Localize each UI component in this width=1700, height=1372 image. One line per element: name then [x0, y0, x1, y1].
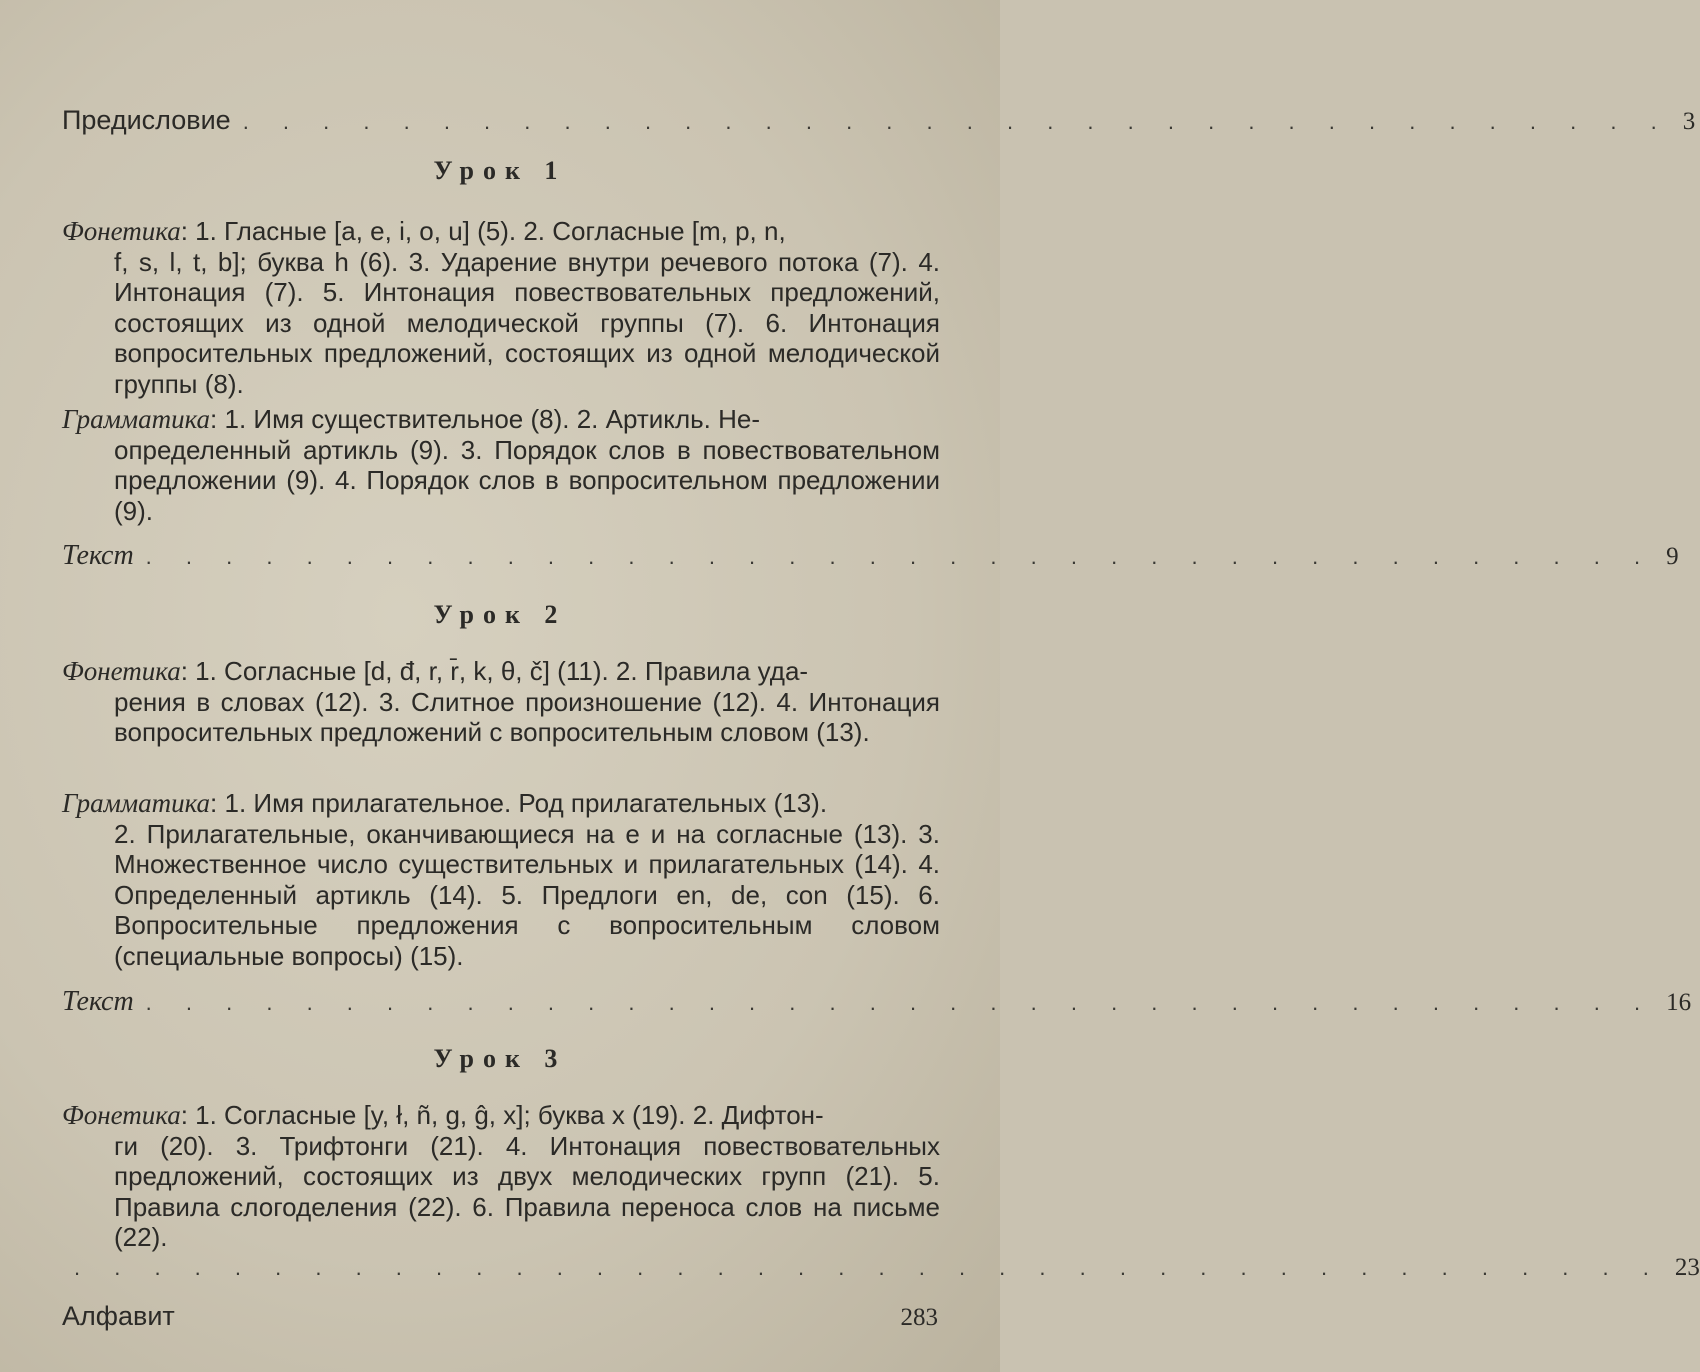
lesson-2-grammar: [62, 788, 940, 971]
preface-page: 3: [1682, 108, 1696, 135]
text-label: Текст: [62, 986, 134, 1017]
leader-dots: . . . . . . . . . . . . . . . . . . . . . . . . . . . . . . . . . . . . . .: [145, 544, 1655, 569]
lesson-1-heading: Урок 1: [433, 156, 567, 185]
text-page: 23: [1674, 1254, 1700, 1281]
toc-preface[interactable]: [62, 104, 1696, 138]
text-label: Текст: [62, 540, 134, 571]
category-label: Грамматика: [62, 788, 211, 818]
alphabet-page: 283: [900, 1304, 938, 1331]
first-line: : 1. Имя существительное (8). 2. Артикль. Не-: [210, 404, 761, 434]
lesson-3-phonetics: [62, 1100, 940, 1253]
entry-rest: 2. Прилагательные, оканчивающиеся на e и на согласные (13). 3. Множественное число существительных и прилагательных (14). 4. Определенный артикль (14). 5. Предлоги en, de, con (15). 6. Вопросительные предложения с вопросительным словом (специальные вопросы) (15).: [114, 818, 940, 971]
toc-lesson-1-text[interactable]: [62, 540, 1679, 573]
alphabet-label: Алфавит: [62, 1301, 175, 1331]
entry-rest: ги (20). 3. Трифтонги (21). 4. Интонация повествовательных предложений, состоящих из двух мелодических групп (21). 5. Правила слогоделения (22). 6. Правила переноса слов на письме (22).: [114, 1130, 940, 1252]
category-label: Грамматика: [62, 404, 211, 434]
toc-alphabet[interactable]: [62, 1300, 938, 1334]
category-label: Фонетика: [62, 656, 181, 686]
toc-lesson-2-text[interactable]: [62, 986, 1692, 1019]
entry-rest: f, s, l, t, b]; буква h (6). 3. Ударение внутри речевого потока (7). 4. Интонация (7). 5. Интонация повествовательных предложений, состоящих из одной мелодической группы (7). 6. Интонация вопросительных предложений, состоящих из одной мелодической группы (8).: [114, 246, 940, 399]
lesson-1-phonetics: [62, 216, 940, 399]
leader-dots: . . . . . . . . . . . . . . . . . . . . . . . . . . . . . . . . . . . . . . . .: [74, 1255, 1663, 1280]
text-page: 9: [1666, 543, 1679, 570]
first-line: : 1. Согласные [d, đ, r, r̄, k, θ, č] (11). 2. Правила уда-: [180, 656, 809, 686]
text-page: 16: [1666, 989, 1692, 1016]
leader-dots: . . . . . . . . . . . . . . . . . . . . . . . . . . . . . . . . . . . .: [242, 109, 1671, 134]
lesson-3-heading: Урок 3: [433, 1044, 567, 1073]
category-label: Фонетика: [62, 216, 181, 246]
leader-dots: [187, 1302, 889, 1334]
category-label: Фонетика: [62, 1100, 181, 1130]
first-line: : 1. Согласные [y, ł, ñ, g, ĝ, x]; буква x (19). 2. Дифтон-: [180, 1100, 824, 1130]
lesson-1-grammar: [62, 404, 940, 526]
preface-label: Предисловие: [62, 105, 231, 135]
first-line: : 1. Гласные [a, e, i, o, u] (5). 2. Согласные [m, p, n,: [180, 216, 786, 246]
entry-rest: рения в словах (12). 3. Слитное произношение (12). 4. Интонация вопросительных предложений с вопросительным словом (13).: [114, 686, 940, 747]
toc-lesson-3-text[interactable]: [62, 1252, 1700, 1284]
lesson-2-phonetics: [62, 656, 940, 748]
lesson-2-heading: Урок 2: [433, 600, 567, 629]
first-line: : 1. Имя прилагательное. Род прилагательных (13).: [210, 788, 828, 818]
entry-rest: определенный артикль (9). 3. Порядок слов в повествовательном предложении (9). 4. Порядок слов в вопросительном предложении (9).: [114, 434, 940, 526]
leader-dots: . . . . . . . . . . . . . . . . . . . . . . . . . . . . . . . . . . . . . .: [145, 990, 1655, 1015]
